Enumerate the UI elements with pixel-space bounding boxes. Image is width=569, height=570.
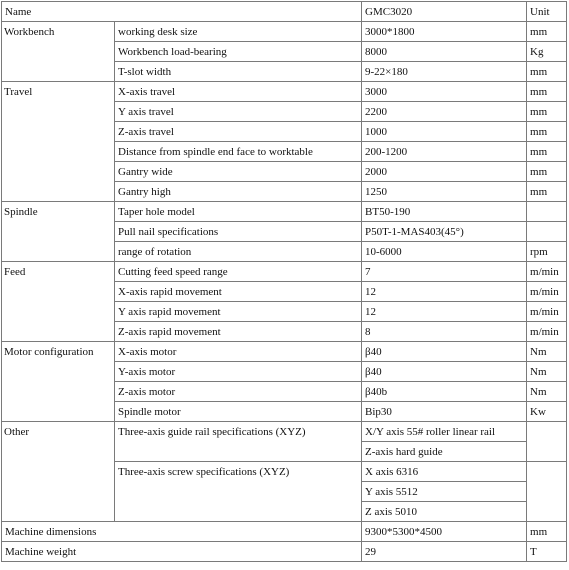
table-row — [2, 422, 567, 442]
unit-cell: mm — [527, 102, 567, 122]
unit-cell: mm — [527, 162, 567, 182]
value-cell: Z-axis hard guide — [362, 442, 527, 462]
machine-dimensions-label: Machine dimensions — [2, 522, 362, 542]
table-row — [2, 342, 567, 362]
param-cell: Three-axis screw specifications (XYZ) — [115, 462, 362, 522]
unit-cell: T — [527, 542, 567, 562]
param-cell: Y-axis motor — [115, 362, 362, 382]
value-cell: P50T-1-MAS403(45°) — [362, 222, 527, 242]
table-row — [2, 82, 567, 102]
param-cell: Z-axis motor — [115, 382, 362, 402]
value-cell: BT50-190 — [362, 202, 527, 222]
header-unit: Unit — [527, 2, 567, 22]
value-cell: 10-6000 — [362, 242, 527, 262]
param-cell: Gantry high — [115, 182, 362, 202]
unit-cell: m/min — [527, 322, 567, 342]
unit-cell: Nm — [527, 342, 567, 362]
param-cell: Z-axis rapid movement — [115, 322, 362, 342]
value-cell: β40 — [362, 362, 527, 382]
value-cell: 2200 — [362, 102, 527, 122]
unit-cell: mm — [527, 62, 567, 82]
unit-cell — [527, 422, 567, 462]
value-cell: β40 — [362, 342, 527, 362]
table-row — [2, 22, 567, 42]
category-workbench: Workbench — [2, 22, 115, 82]
param-cell: range of rotation — [115, 242, 362, 262]
param-cell: Pull nail specifications — [115, 222, 362, 242]
header-name: Name — [2, 2, 362, 22]
value-cell: 3000 — [362, 82, 527, 102]
unit-cell: Kg — [527, 42, 567, 62]
param-cell: Gantry wide — [115, 162, 362, 182]
param-cell: Distance from spindle end face to worktable — [115, 142, 362, 162]
unit-cell: m/min — [527, 282, 567, 302]
table-row — [2, 202, 567, 222]
value-cell: 29 — [362, 542, 527, 562]
value-cell: X/Y axis 55# roller linear rail — [362, 422, 527, 442]
category-spindle: Spindle — [2, 202, 115, 262]
spec-table — [1, 1, 567, 562]
category-other: Other — [2, 422, 115, 522]
value-cell: 7 — [362, 262, 527, 282]
param-cell: Three-axis guide rail specifications (XYZ) — [115, 422, 362, 462]
value-cell: 8 — [362, 322, 527, 342]
value-cell: 1000 — [362, 122, 527, 142]
param-cell: Z-axis travel — [115, 122, 362, 142]
param-cell: X-axis rapid movement — [115, 282, 362, 302]
unit-cell — [527, 202, 567, 222]
category-motor: Motor configuration — [2, 342, 115, 422]
value-cell: Y axis 5512 — [362, 482, 527, 502]
param-cell: Spindle motor — [115, 402, 362, 422]
value-cell: X axis 6316 — [362, 462, 527, 482]
value-cell: 9-22×180 — [362, 62, 527, 82]
value-cell: 9300*5300*4500 — [362, 522, 527, 542]
param-cell: working desk size — [115, 22, 362, 42]
unit-cell: Nm — [527, 362, 567, 382]
table-row — [2, 262, 567, 282]
value-cell: 8000 — [362, 42, 527, 62]
machine-weight-label: Machine weight — [2, 542, 362, 562]
unit-cell: rpm — [527, 242, 567, 262]
category-feed: Feed — [2, 262, 115, 342]
value-cell: Bip30 — [362, 402, 527, 422]
param-cell: Y axis travel — [115, 102, 362, 122]
value-cell: β40b — [362, 382, 527, 402]
value-cell: 3000*1800 — [362, 22, 527, 42]
table-row — [2, 522, 567, 542]
unit-cell: Kw — [527, 402, 567, 422]
table-header-row — [2, 2, 567, 22]
unit-cell: mm — [527, 142, 567, 162]
unit-cell: mm — [527, 22, 567, 42]
table-row — [2, 542, 567, 562]
value-cell: Z axis 5010 — [362, 502, 527, 522]
value-cell: 200-1200 — [362, 142, 527, 162]
unit-cell: m/min — [527, 302, 567, 322]
unit-cell: mm — [527, 122, 567, 142]
unit-cell: m/min — [527, 262, 567, 282]
param-cell: Taper hole model — [115, 202, 362, 222]
unit-cell: Nm — [527, 382, 567, 402]
param-cell: Workbench load-bearing — [115, 42, 362, 62]
param-cell: X-axis motor — [115, 342, 362, 362]
unit-cell: mm — [527, 82, 567, 102]
param-cell: Y axis rapid movement — [115, 302, 362, 322]
unit-cell: mm — [527, 182, 567, 202]
header-model: GMC3020 — [362, 2, 527, 22]
param-cell: Cutting feed speed range — [115, 262, 362, 282]
unit-cell — [527, 462, 567, 522]
value-cell: 1250 — [362, 182, 527, 202]
category-travel: Travel — [2, 82, 115, 202]
value-cell: 2000 — [362, 162, 527, 182]
param-cell: X-axis travel — [115, 82, 362, 102]
param-cell: T-slot width — [115, 62, 362, 82]
value-cell: 12 — [362, 302, 527, 322]
value-cell: 12 — [362, 282, 527, 302]
unit-cell — [527, 222, 567, 242]
unit-cell: mm — [527, 522, 567, 542]
